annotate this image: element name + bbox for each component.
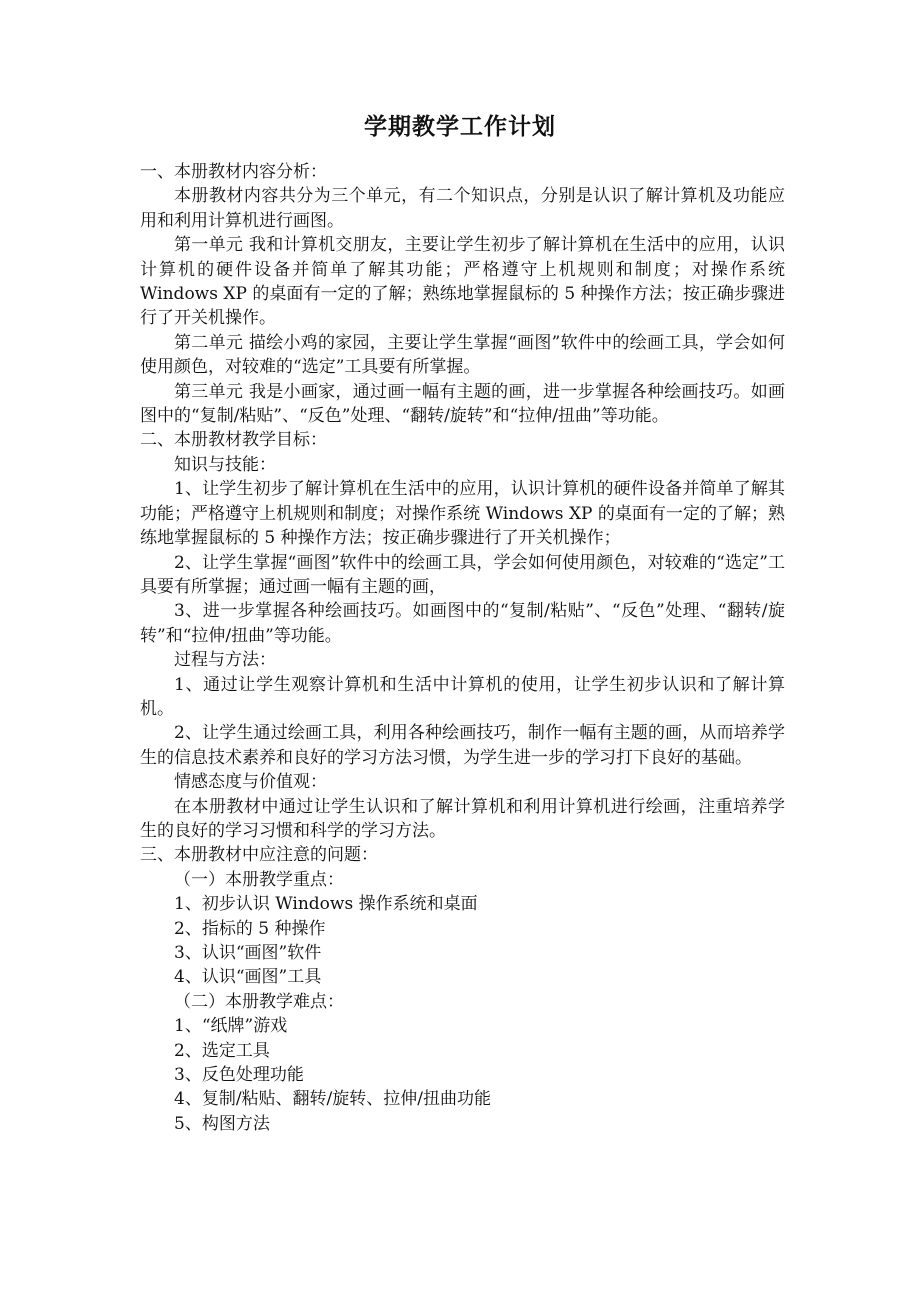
paragraph: 1、通过让学生观察计算机和生活中计算机的使用，让学生初步认识和了解计算机。 <box>140 674 785 719</box>
list-item: 1、初步认识 Windows 操作系统和桌面 <box>174 894 478 915</box>
paragraph: 本册教材内容共分为三个单元，有二个知识点，分别是认识了解计算机及功能应用和利用计算机进行画图。 <box>140 186 785 231</box>
paragraph: 第二单元 描绘小鸡的家园，主要让学生掌握“画图”软件中的绘画工具，学会如何使用颜色，对较难的“选定”工具要有所掌握。 <box>140 332 785 378</box>
document-title: 学期教学工作计划 <box>364 113 556 140</box>
paragraph: 1、让学生初步了解计算机在生活中的应用，认识计算机的硬件设备并简单了解其功能；严格遵守上机规则和制度；对操作系统 Windows XP 的桌面有一定的了解；熟练地掌握鼠标的 5 种操作方法；按正确步骤进行了开关机操作； <box>140 479 785 549</box>
paragraph: 第三单元 我是小画家，通过画一幅有主题的画，进一步掌握各种绘画技巧。如画图中的“复制/粘贴”、“反色”处理、“翻转/旋转”和“拉伸/扭曲”等功能。 <box>140 381 785 427</box>
list-item: 3、反色处理功能 <box>174 1065 304 1086</box>
section-heading-1: 一、本册教材内容分析： <box>140 162 327 182</box>
section-heading-2: 二、本册教材教学目标： <box>140 430 327 451</box>
subheading: 知识与技能： <box>174 454 276 475</box>
paragraph: 2、让学生通过绘画工具，利用各种绘画技巧，制作一幅有主题的画，从而培养学生的信息技术素养和良好的学习方法习惯，为学生进一步的学习打下良好的基础。 <box>140 723 785 768</box>
paragraph: 3、进一步掌握各种绘画技巧。如画图中的“复制/粘贴”、“反色”处理、“翻转/旋转”和“拉伸/扭曲”等功能。 <box>140 601 785 646</box>
list-item: 1、“纸牌”游戏 <box>174 1016 288 1037</box>
subheading: 情感态度与价值观： <box>174 772 327 793</box>
section-heading-3: 三、本册教材中应注意的问题： <box>140 845 378 866</box>
list-item: 2、选定工具 <box>174 1040 270 1061</box>
list-item: 5、构图方法 <box>174 1113 270 1134</box>
subheading: 过程与方法： <box>174 650 276 671</box>
paragraph: 2、让学生掌握“画图”软件中的绘画工具，学会如何使用颜色，对较难的“选定”工具要有所掌握；通过画一幅有主题的画， <box>140 552 785 597</box>
list-item: 4、认识“画图”工具 <box>174 967 322 988</box>
list-item: 3、认识“画图”软件 <box>174 943 322 963</box>
subheading: （二）本册教学难点： <box>174 991 344 1012</box>
document-body <box>140 160 785 1136</box>
subheading: （一）本册教学重点： <box>174 869 344 890</box>
list-item: 4、复制/粘贴、翻转/旋转、拉伸/扭曲功能 <box>174 1089 491 1110</box>
list-item: 2、指标的 5 种操作 <box>174 918 326 939</box>
paragraph: 在本册教材中通过让学生认识和了解计算机和利用计算机进行绘画，注重培养学生的良好的学习习惯和科学的学习方法。 <box>140 796 785 841</box>
paragraph: 第一单元 我和计算机交朋友，主要让学生初步了解计算机在生活中的应用，认识计算机的硬件设备并简单了解其功能；严格遵守上机规则和制度；对操作系统 Windows XP 的桌面有一定的了解；熟练地掌握鼠标的 5 种操作方法；按正确步骤进行了开关机操作。 <box>140 235 785 329</box>
